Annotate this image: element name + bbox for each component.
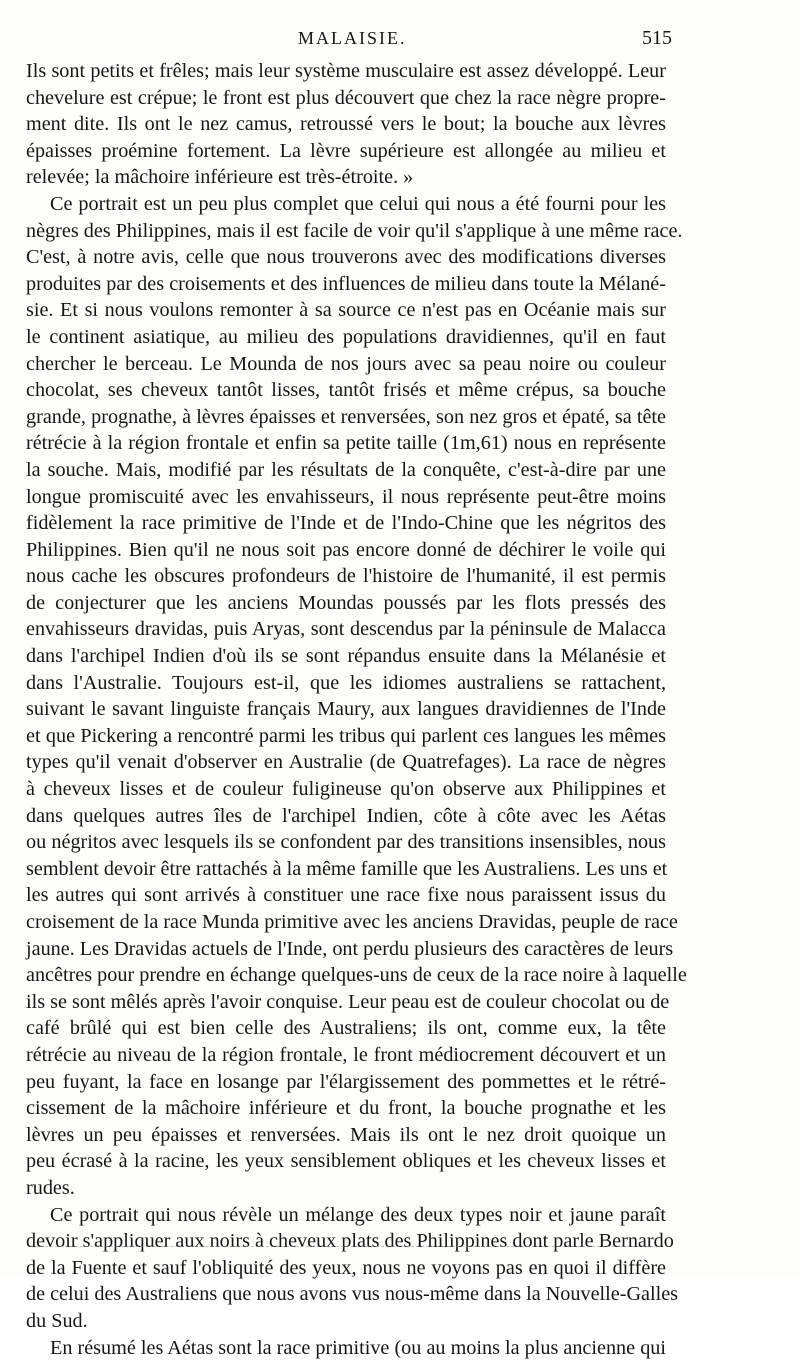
text-line: jaune. Les Dravidas actuels de l'Inde, ont perdu plusieurs des caractères de leurs: [26, 936, 666, 963]
text-line: croisement de la race Munda primitive avec les anciens Dravidas, peuple de race: [26, 909, 666, 936]
text-line: semblent devoir être rattachés à la même famille que les Australiens. Les uns et: [26, 856, 666, 883]
text-line: ment dite. Ils ont le nez camus, retroussé vers le bout; la bouche aux lèvres: [26, 111, 666, 138]
text-line: peu fuyant, la face en losange par l'élargissement des pommettes et le rétré-: [26, 1069, 666, 1096]
text-line: de conjecturer que les anciens Moundas poussés par les flots pressés des: [26, 590, 666, 617]
text-line: dans l'Australie. Toujours est-il, que les idiomes australiens se rattachent,: [26, 670, 666, 697]
paragraph-first-line: Ce portrait qui nous révèle un mélange des deux types noir et jaune paraît: [26, 1202, 666, 1229]
text-line: lèvres un peu épaisses et renversées. Mais ils ont le nez droit quoique un: [26, 1122, 666, 1149]
text-line: chevelure est crépue; le front est plus découvert que chez la race nègre propre-: [26, 85, 666, 112]
body-text: [26, 58, 666, 1361]
text-line: épaisses proémine fortement. La lèvre supérieure est allongée au milieu et: [26, 138, 666, 165]
text-line: grande, prognathe, à lèvres épaisses et renversées, son nez gros et épaté, sa tête: [26, 404, 666, 431]
paragraph-first-line: Ce portrait est un peu plus complet que celui qui nous a été fourni pour les: [26, 191, 666, 218]
text-line: nègres des Philippines, mais il est facile de voir qu'il s'applique à une même race.: [26, 218, 666, 245]
text-line: longue promiscuité avec les envahisseurs, il nous représente peut-être moins: [26, 484, 666, 511]
text-line: dans quelques autres îles de l'archipel Indien, côte à côte avec les Aétas: [26, 803, 666, 830]
text-line: fidèlement la race primitive de l'Inde et de l'Indo-Chine que les négritos des: [26, 510, 666, 537]
text-line: nous cache les obscures profondeurs de l'histoire de l'humanité, il est permis: [26, 563, 666, 590]
text-line: relevée; la mâchoire inférieure est très-étroite. »: [26, 164, 666, 191]
text-line: et que Pickering a rencontré parmi les tribus qui parlent ces langues les mêmes: [26, 723, 666, 750]
text-line: du Sud.: [26, 1308, 666, 1335]
text-line: rudes.: [26, 1175, 666, 1202]
page-number: 515: [642, 27, 672, 50]
page-bottom-rule: [30, 1246, 660, 1247]
text-line: produites par des croisements et des influences de milieu dans toute la Mélané-: [26, 271, 666, 298]
text-line: rétrécie au niveau de la région frontale, le front médiocrement découvert et un: [26, 1042, 666, 1069]
text-line: cissement de la mâchoire inférieure et du front, la bouche prognathe et les: [26, 1095, 666, 1122]
text-line: Philippines. Bien qu'il ne nous soit pas encore donné de déchirer le voile qui: [26, 537, 666, 564]
running-header: [0, 28, 800, 52]
text-line: ils se sont mêlés après l'avoir conquise. Leur peau est de couleur chocolat ou de: [26, 989, 666, 1016]
text-line: dans l'archipel Indien d'où ils se sont répandus ensuite dans la Mélanésie et: [26, 643, 666, 670]
text-line: suivant le savant linguiste français Maury, aux langues dravidiennes de l'Inde: [26, 696, 666, 723]
text-line: chocolat, ses cheveux tantôt lisses, tantôt frisés et même crépus, sa bouche: [26, 377, 666, 404]
text-line: le continent asiatique, au milieu des populations dravidiennes, qu'il en faut: [26, 324, 666, 351]
text-line: café brûlé qui est bien celle des Australiens; ils ont, comme eux, la tête: [26, 1015, 666, 1042]
running-title: MALAISIE.: [298, 28, 407, 49]
text-line: ou négritos avec lesquels ils se confondent par des transitions insensibles, nous: [26, 829, 666, 856]
text-line: peu écrasé à la racine, les yeux sensiblement obliques et les cheveux lisses et: [26, 1148, 666, 1175]
text-line: ancêtres pour prendre en échange quelques-uns de ceux de la race noire à laquelle: [26, 962, 666, 989]
text-line: les autres qui sont arrivés à constituer une race fixe nous paraissent issus du: [26, 882, 666, 909]
text-line: C'est, à notre avis, celle que nous trouverons avec des modifications diverses: [26, 244, 666, 271]
text-line: types qu'il venait d'observer en Australie (de Quatrefages). La race de nègres: [26, 749, 666, 776]
text-line: rétrécie à la région frontale et enfin sa petite taille (1m,61) nous en représente: [26, 430, 666, 457]
paragraph-first-line: En résumé les Aétas sont la race primitive (ou au moins la plus ancienne qui: [26, 1335, 666, 1361]
text-line: de celui des Australiens que nous avons vus nous-même dans la Nouvelle-Galles: [26, 1281, 666, 1308]
text-line: de la Fuente et sauf l'obliquité des yeux, nous ne voyons pas en quoi il diffère: [26, 1255, 666, 1282]
text-line: envahisseurs dravidas, puis Aryas, sont descendus par la péninsule de Malacca: [26, 616, 666, 643]
text-line: Ils sont petits et frêles; mais leur système musculaire est assez développé. Leur: [26, 58, 666, 85]
text-line: devoir s'appliquer aux noirs à cheveux plats des Philippines dont parle Bernardo: [26, 1228, 666, 1255]
text-line: sie. Et si nous voulons remonter à sa source ce n'est pas en Océanie mais sur: [26, 297, 666, 324]
text-line: à cheveux lisses et de couleur fuligineuse qu'on observe aux Philippines et: [26, 776, 666, 803]
text-line: chercher le berceau. Le Mounda de nos jours avec sa peau noire ou couleur: [26, 351, 666, 378]
text-line: la souche. Mais, modifié par les résultats de la conquête, c'est-à-dire par une: [26, 457, 666, 484]
